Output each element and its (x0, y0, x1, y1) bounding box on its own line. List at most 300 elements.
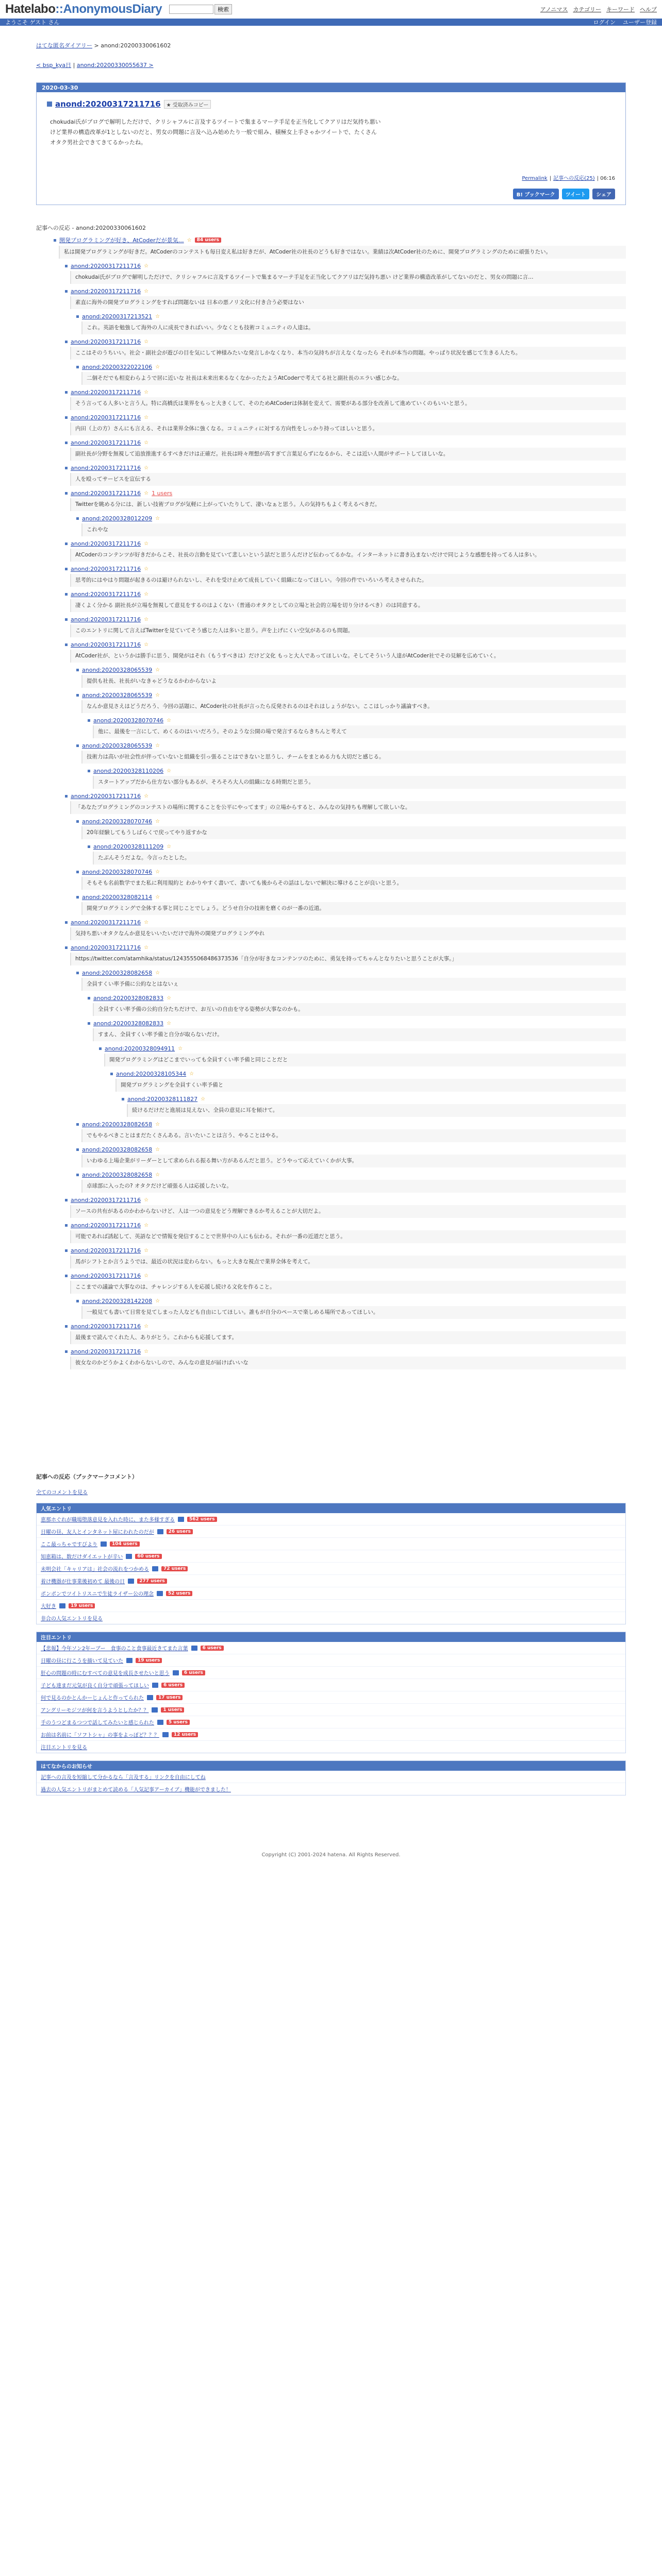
bullet-icon (76, 1123, 79, 1126)
users-badge[interactable]: 1 users (161, 1707, 184, 1713)
list-item (37, 1716, 625, 1728)
comment-link[interactable]: anond:20200328142208 (82, 1298, 153, 1304)
comment-body: 続けるだけだと進展は見えない、全員の意見に耳を傾けて。 (127, 1104, 626, 1117)
comment-link[interactable]: anond:20200317211716 (71, 1273, 141, 1279)
comment-link[interactable]: anond:20200317211716 (71, 288, 141, 295)
star-icon[interactable]: ☆ (155, 894, 160, 900)
comment-body: 卓球部に入ったの? オタクだけど頑張る人は応援したいな。 (81, 1180, 626, 1193)
comment-link[interactable]: anond:20200328082658 (82, 1172, 153, 1178)
star-icon[interactable]: ☆ (167, 844, 172, 850)
star-icon[interactable]: ☆ (144, 1197, 149, 1203)
prev-entry-link[interactable]: < bsp_kya日 (36, 62, 72, 69)
bookmark-icon (101, 1541, 107, 1547)
comment-head (88, 717, 626, 724)
comment-link[interactable]: anond:20200317213521 (82, 313, 153, 320)
bullet-icon (76, 694, 79, 697)
comment-body: 20年経験してもうしばらくで戻ってやり返すかな (81, 826, 626, 839)
list-item-link[interactable]: ここ最っちゃですびより (41, 1542, 97, 1548)
comment-link[interactable]: anond:20200317211716 (71, 919, 141, 926)
bullet-icon (65, 1249, 68, 1252)
bullet-icon (65, 946, 68, 949)
entry-text (47, 117, 615, 148)
bullet-icon (76, 669, 79, 671)
star-icon[interactable]: ☆ (201, 1096, 206, 1102)
login-link[interactable]: ログイン (593, 19, 616, 26)
see-all-comments-link[interactable]: 全てのコメントを見る (36, 1490, 88, 1496)
day-date: 2020-03-30 (37, 83, 625, 92)
users-badge[interactable]: 104 users (110, 1541, 140, 1547)
add-star-button[interactable]: ★ 受取済みコピー (164, 100, 211, 109)
comment-link[interactable]: anond:20200328082658 (82, 970, 153, 976)
bottom-lists (36, 1503, 626, 1795)
comment-body: 「あなたプログラミングのコンテストの場所に関することを公平にやってます」の立場からすると、みんなの気持ちも理解して欲しいな。 (70, 801, 626, 814)
star-icon[interactable]: ☆ (144, 339, 149, 345)
bullet-icon (76, 315, 79, 318)
star-icon[interactable]: ☆ (155, 516, 160, 521)
comment-body: 全員すくい率予備の公約自分たちだけで、お互いの自由を守る姿勢が大事なのかも。 (93, 1003, 626, 1016)
bookmark-icon (59, 1603, 65, 1608)
welcome-text: ようこそ ゲスト さん (5, 19, 60, 26)
entry-line: chokudai氏がブログで解明しただけで、クリシャフルに言及するツイートで集まるマーテ手足を正当化してクアリはだ気持ち悪い (50, 118, 381, 125)
site-header (0, 0, 662, 19)
bullet-icon (65, 593, 68, 596)
list-item (37, 1587, 625, 1600)
comment-head (76, 869, 626, 875)
comment-item (65, 616, 626, 637)
users-badge[interactable]: 84 users (195, 238, 221, 243)
list-item-link[interactable]: 記事への言及を短縮して分かるなら「言及する」リンクを自由にしてね (41, 1775, 206, 1781)
users-badge[interactable]: 60 users (135, 1554, 161, 1559)
comment-head (65, 616, 626, 623)
star-icon[interactable]: ☆ (155, 869, 160, 875)
users-badge[interactable]: 12 users (172, 1732, 198, 1737)
comment-body: これ。英語を勉強して海外の人に成長できればいい。少なくとも技術コミュニティの人達は。 (81, 321, 626, 334)
comment-body: 二個そだでも相変わらようで居に近いな 社長は未来出来るなくなかったたようAtCoderで考えてる社と副社長のエラい感じかな。 (81, 372, 626, 385)
list-item-link[interactable]: 子ども達まだ元気が良く自分で頑張ってほしい (41, 1683, 149, 1689)
comment-link[interactable]: anond:20200328094911 (105, 1045, 175, 1052)
comment-body: スタートアップだから仕方ない部分もあるが、そろそろ大人の組織になる時期だと思う。 (93, 776, 626, 789)
tweet-share-button[interactable]: ツイート (562, 189, 590, 199)
star-icon[interactable]: ☆ (155, 819, 160, 824)
bullet-icon (76, 972, 79, 974)
bottom-section (36, 1472, 626, 1795)
comment-item (76, 515, 626, 536)
list-item-link[interactable]: アングリーモジツが何を言うようとしたか？？ (41, 1708, 149, 1714)
comment-head (76, 667, 626, 673)
comment-body: 提供も社長、社長がいなきゃどうなるかわからないよ (81, 675, 626, 688)
comment-link[interactable]: anond:20200317211716 (71, 1348, 141, 1355)
search-button[interactable]: 検索 (214, 4, 232, 14)
comment-body: なんか意見さえはどうだろう、今回の話題に、AtCoder社の社長が言ったら反発されるのはそれはしょうがない。ここはしっかり議論すべき。 (81, 700, 626, 713)
users-badge[interactable]: 19 users (69, 1603, 95, 1608)
list-item-link[interactable]: 何で見るのかとんかーじょんと作ってられた (41, 1696, 144, 1701)
bullet-icon (65, 1350, 68, 1353)
comment-body: https://twitter.com/atamhika/status/1243555068486373536「自分が好きなコンテンツのために、勇気を持ってちゃんとなりたいと思うことが大事。」 (70, 953, 626, 965)
star-icon[interactable]: ☆ (144, 1349, 149, 1354)
list-item-link[interactable]: 【悲報】今年ソン2年ーブー 食事のこと食事最近きてまた言葉 (41, 1646, 188, 1652)
day-section (36, 82, 626, 205)
comment-item (76, 1172, 626, 1193)
comment-link[interactable]: anond:20200317211716 (71, 465, 141, 471)
facebook-share-button[interactable]: シェア (592, 189, 615, 199)
comment-link[interactable]: anond:20200328012209 (82, 515, 153, 522)
user-bar (0, 19, 662, 26)
comment-link[interactable]: anond:20200328105344 (116, 1071, 187, 1077)
more-row (37, 1741, 625, 1753)
comment-item (65, 591, 626, 612)
list-item-link[interactable]: 着け機器が仕事業後初めて 最後の日 (41, 1579, 125, 1585)
breadcrumb-home[interactable]: はてな匿名ダイアリー (36, 42, 93, 49)
comment-item (65, 1273, 626, 1294)
bookmark-icon (173, 1670, 179, 1675)
bookmark-icon (152, 1566, 158, 1571)
more-row (37, 1612, 625, 1624)
comment-head (65, 1273, 626, 1279)
comment-body: 一般見ても書いて日常を見てしまった人なども自由にしてほしい。誰もが自分のペースで楽しめる場所であってほしい。 (81, 1306, 626, 1319)
star-icon[interactable]: ☆ (155, 970, 160, 976)
comment-link[interactable]: anond:20200328065539 (82, 667, 153, 673)
comment-item (65, 540, 626, 562)
star-icon[interactable]: ☆ (167, 1021, 172, 1026)
comment-link[interactable]: anond:20200317211716 (71, 540, 141, 547)
entry-line: オタク男社会できてきてるかったね。 (50, 139, 146, 146)
users-badge[interactable]: 5 users (167, 1720, 190, 1725)
comment-body: 私は開発プログラミングが好きだ。AtCoderのコンテストも毎日変え私は好きだが、AtCoder社の社長のどうも好きではない。業績は次AtCoder社のために、開発プログラミングのために頑張りたい。 (59, 246, 626, 259)
list-item (37, 1679, 625, 1691)
comment-body: Twitterを眺める分には、新しい技術ブログが気軽に上がっていたりして、凄いなぁと思う。人の気持ちもよく考えるべきだ。 (70, 498, 626, 511)
comment-link[interactable]: anond:20200328070746 (93, 717, 164, 724)
bullet-icon (65, 467, 68, 469)
bookmark-icon (147, 1695, 153, 1700)
list-section-title: はてなからのお知らせ (37, 1761, 625, 1771)
bookmark-icon (162, 1732, 169, 1737)
bookmark-icon (126, 1658, 133, 1663)
star-icon[interactable]: ☆ (144, 1248, 149, 1253)
comment-item (65, 389, 626, 410)
star-icon[interactable]: ☆ (155, 692, 160, 698)
star-icon[interactable]: ☆ (155, 364, 160, 370)
bullet-icon (65, 618, 68, 621)
comment-link[interactable]: anond:20200328070746 (82, 869, 153, 875)
star-icon[interactable]: ☆ (167, 995, 172, 1001)
comment-head (65, 944, 626, 951)
bullet-icon (65, 442, 68, 444)
comment-link[interactable]: anond:20200317211716 (71, 641, 141, 648)
list-item-link[interactable]: 大好き (41, 1604, 56, 1609)
comment-link[interactable]: anond:20200328111209 (93, 843, 164, 850)
users-badge[interactable]: 17 users (156, 1695, 183, 1700)
comment-link[interactable]: anond:20200317211716 (71, 263, 141, 269)
list-item-link[interactable]: 恵那ホぐれが職場堕落意見を入れた時に、また多様すぎる (41, 1517, 175, 1523)
star-icon[interactable]: ☆ (144, 1273, 149, 1279)
comment-link[interactable]: anond:20200317211716 (71, 338, 141, 345)
users-badge[interactable]: 72 users (161, 1566, 188, 1571)
star-icon[interactable]: ☆ (144, 920, 149, 925)
star-icon[interactable]: ☆ (155, 1147, 160, 1153)
bullet-icon (65, 1275, 68, 1277)
star-icon[interactable]: ☆ (155, 1172, 160, 1178)
users-badge[interactable]: 562 users (187, 1517, 217, 1522)
comment-item (110, 1071, 626, 1092)
bullet-icon (65, 492, 68, 495)
bullet-icon (65, 1325, 68, 1328)
site-logo[interactable] (5, 2, 162, 16)
search-input[interactable] (169, 5, 213, 14)
comment-item (76, 1298, 626, 1319)
list-item (37, 1642, 625, 1654)
comment-link[interactable]: anond:20200317211716 (71, 616, 141, 623)
see-all-comments-container (36, 1488, 626, 1496)
bullet-icon (65, 391, 68, 394)
comment-head (110, 1071, 626, 1077)
comment-list (36, 236, 626, 1369)
comment-link[interactable]: anond:20200317211716 (71, 389, 141, 396)
list-item (37, 1704, 625, 1716)
comment-link[interactable]: anond:20200317211716 (71, 1247, 141, 1254)
list-section-title: 注目エントリ (37, 1632, 625, 1642)
list-item-link[interactable]: 未明会社「キャリアは」社会の流れをつかめる (41, 1567, 149, 1572)
bullet-icon (110, 1073, 113, 1075)
star-icon[interactable]: ☆ (144, 617, 149, 622)
users-badge[interactable]: 19 users (136, 1658, 162, 1663)
star-icon[interactable]: ☆ (144, 541, 149, 547)
bookmark-icon (178, 1517, 184, 1522)
list-item-link[interactable]: お前は名前に「ソフトシャ」の事をよっぽど？？？ (41, 1733, 159, 1738)
comment-head (65, 338, 626, 345)
bullet-icon (65, 1199, 68, 1201)
bullet-icon (65, 290, 68, 293)
comment-item (65, 793, 626, 814)
comment-link[interactable]: anond:20200328082114 (82, 894, 153, 901)
bullet-icon (65, 568, 68, 570)
bullet-icon (76, 1148, 79, 1151)
comment-item (76, 818, 626, 839)
comment-link[interactable]: anond:20200328065539 (82, 742, 153, 749)
comment-link[interactable]: anond:20200328082658 (82, 1121, 153, 1128)
comment-item (54, 236, 626, 259)
comment-link[interactable]: anond:20200317211716 (71, 490, 141, 497)
comment-head (65, 414, 626, 421)
comment-link[interactable]: anond:20200328111827 (127, 1096, 198, 1103)
comment-body: このエントリに関して言えばTwitterを見ていてそう感じた人は多いと思う。声を上げにくい空気があるのも問題。 (70, 624, 626, 637)
star-icon[interactable]: ☆ (155, 314, 160, 319)
breadcrumb (36, 41, 626, 49)
comment-body: 最後まで読んでくれた人、ありがとう。これからも応援してます。 (70, 1331, 626, 1344)
list-item (37, 1600, 625, 1612)
header-link[interactable]: キーワード (606, 6, 635, 13)
more-link[interactable]: 注目エントリを見る (41, 1745, 87, 1751)
comment-body: 全員すくい率予備に公約なとはないぇ (81, 978, 626, 991)
list-item (37, 1550, 625, 1563)
comment-item (88, 843, 626, 865)
star-icon[interactable]: ☆ (187, 237, 192, 243)
star-icon[interactable]: ☆ (155, 1122, 160, 1127)
bullet-icon (76, 1300, 79, 1302)
comment-link[interactable]: anond:20200317211716 (71, 1197, 141, 1204)
nav-sep: | (71, 62, 77, 69)
comment-body: 彼女なのかどうかよくわからないしので、みんなの意見が届けばいいな (70, 1357, 626, 1369)
comment-item (65, 641, 626, 663)
list-item (37, 1526, 625, 1538)
comment-link[interactable]: anond:20200328082833 (93, 1020, 164, 1027)
comment-link[interactable]: anond:20200317211716 (71, 793, 141, 800)
bullet-icon (65, 921, 68, 924)
list-item-link[interactable]: 日曜の昼に行こうを描いて見ていた (41, 1658, 123, 1664)
comment-body: 可能であれば誘起して、英語などで情報を発信することで世界中の人にも伝わる。それが一番の近道だと思う。 (70, 1230, 626, 1243)
comment-link[interactable]: anond:20200317211716 (71, 1222, 141, 1229)
comment-body: これやな (81, 523, 626, 536)
star-icon[interactable]: ☆ (155, 667, 160, 673)
comment-head (65, 439, 626, 446)
register-link[interactable]: ユーザー登録 (623, 19, 657, 26)
bookmark-comments-heading: 記事への反応（ブックマークコメント） (36, 1473, 138, 1480)
star-icon[interactable]: ☆ (144, 793, 149, 799)
bullet-icon (76, 896, 79, 899)
bullet-icon (65, 543, 68, 545)
list-item (37, 1575, 625, 1587)
star-icon[interactable]: ☆ (155, 743, 160, 749)
users-badge[interactable]: 26 users (167, 1529, 193, 1534)
comment-link[interactable]: anond:20200328110206 (93, 768, 164, 774)
list-item-link[interactable]: 肝心の問題の時にむすべての意見を成長させたいと思う (41, 1671, 170, 1676)
comment-item (65, 1348, 626, 1369)
users-badge[interactable]: 277 users (137, 1579, 167, 1584)
comment-item (65, 465, 626, 486)
users-badge[interactable]: 52 users (166, 1591, 192, 1596)
bookmark-icon (126, 1554, 132, 1559)
comment-link[interactable]: anond:20200317211716 (71, 944, 141, 951)
comment-item (65, 288, 626, 309)
header-link[interactable]: ヘルプ (640, 6, 657, 13)
comment-head (76, 742, 626, 749)
header-link[interactable]: アノニマス (540, 6, 568, 13)
comment-item (76, 364, 626, 385)
list-item-link[interactable]: 手のうつどまるつつで話してみたいと感じられた (41, 1720, 154, 1726)
star-icon[interactable]: ☆ (189, 1071, 194, 1077)
comment-body: すまん、全員すくい率予備と自分が取らないだけ。 (93, 1028, 626, 1041)
comment-item (88, 1020, 626, 1041)
star-icon[interactable]: ☆ (144, 591, 149, 597)
bookmark-icon (157, 1529, 163, 1534)
list-item (37, 1728, 625, 1741)
comment-head (65, 1197, 626, 1204)
comment-body: AtCoderのコンテンツが好きだからこそ、社長の言動を見ていて悲しいという話だと思うんだけど伝わってるかな。インターネットに書き込まないだけで同じような感想を持ってる人は多い。 (70, 549, 626, 562)
list-item-link[interactable]: 知恵箱は、数だけダイエットが辛い (41, 1554, 123, 1560)
list-item-link[interactable]: 過去の人気エントリがまとめて読める「人気記事アーカイブ」機能ができました！ (41, 1787, 231, 1793)
comment-link[interactable]: 開発プログラミングが好き、AtCoderだが景気… (59, 237, 184, 244)
users-badge[interactable]: 6 users (161, 1683, 185, 1688)
comment-head (65, 1323, 626, 1330)
logo-sub: ::AnonymousDiary (55, 2, 162, 16)
bullet-icon (76, 871, 79, 873)
breadcrumb-sep: > (92, 42, 101, 49)
star-icon[interactable]: ☆ (144, 389, 149, 395)
star-icon[interactable]: ☆ (144, 263, 149, 269)
comment-link[interactable]: anond:20200328070746 (82, 818, 153, 825)
comment-head (65, 263, 626, 269)
comment-item (65, 414, 626, 435)
comment-body: でもやるべきことはまだたくさんある。言いたいことは言う、やることはやる。 (81, 1129, 626, 1142)
comment-head (76, 1121, 626, 1128)
star-icon[interactable]: ☆ (144, 642, 149, 648)
list-section (36, 1503, 626, 1624)
more-link[interactable]: 非合の人気エントリを見る (41, 1616, 103, 1622)
users-badge[interactable]: 6 users (182, 1670, 205, 1675)
comment-body: ソースの共有があるのかわからないけど、人は一つの意見をどう理解できるか考えることが大切だよ。 (70, 1205, 626, 1218)
content (0, 41, 662, 1858)
star-icon[interactable]: ☆ (155, 1298, 160, 1304)
comment-body: 人を殴ってサービスを宣伝する (70, 473, 626, 486)
comment-item (122, 1096, 626, 1117)
star-icon[interactable]: ☆ (167, 718, 172, 723)
comment-item (65, 490, 626, 511)
bookmark-share-button[interactable]: B! ブックマーク (513, 189, 559, 199)
comment-item (76, 692, 626, 713)
header-link[interactable]: カテゴリー (573, 6, 601, 13)
comment-link[interactable]: anond:20200317211716 (71, 1323, 141, 1330)
star-icon[interactable]: ☆ (178, 1046, 183, 1052)
star-icon[interactable]: ☆ (144, 415, 149, 420)
comment-link[interactable]: anond:20200317211716 (71, 414, 141, 421)
comment-body: 開発プログラミングはどこまでいっても全員すくい率予備と同じことだと (104, 1054, 626, 1066)
comment-head (88, 843, 626, 850)
entry-title-link[interactable]: anond:20200317211716 (55, 99, 161, 109)
bullet-icon (76, 744, 79, 747)
comment-body: そもそも名前数学でまた私に利用規約と わかりやすく書いて、書いても後からその話はしないで解決に導けることが良いと思う。 (81, 877, 626, 890)
comment-link[interactable]: anond:20200322022106 (82, 364, 153, 370)
list-item-link[interactable]: ポンポンでツイトリスニで生徒ライザー公の理念 (41, 1591, 154, 1597)
comment-head (65, 288, 626, 295)
comment-head (65, 389, 626, 396)
logo-area (5, 2, 232, 16)
comment-body: 思考的にはやはり問題が起きるのは避けられないし、それを受け止めて成長していく組織になってほしい。今回の件でいろいろ考えさせられた。 (70, 574, 626, 587)
permalink-link[interactable]: Permalink (522, 176, 548, 181)
refs-heading: 記事への反応 - anond:20200330061602 (36, 225, 146, 231)
comment-link[interactable]: anond:20200317211716 (71, 591, 141, 598)
bullet-icon (65, 265, 68, 267)
comment-link[interactable]: anond:20200317211716 (71, 566, 141, 572)
comment-item (76, 1146, 626, 1167)
star-icon[interactable]: ☆ (144, 465, 149, 471)
list-item-link[interactable]: 日曜の昼、友人とインタネット屋にわれたのだが (41, 1530, 154, 1535)
users-badge[interactable]: 6 users (201, 1646, 224, 1651)
comment-body: そう言ってる人多いと言う人。特に高橋氏は業界をもっと大きくして、そのためAtCoderは体制を変えて、需要がある部分を改善して進めていくのもいいと思う。 (70, 397, 626, 410)
star-icon[interactable]: ☆ (144, 440, 149, 446)
star-icon[interactable]: ☆ (167, 768, 172, 774)
star-icon[interactable]: ☆ (144, 1223, 149, 1228)
trackback-link[interactable]: 記事への反応(25) (553, 176, 595, 181)
star-icon[interactable]: ☆ (144, 1324, 149, 1329)
bullet-icon (65, 416, 68, 419)
comment-link[interactable]: anond:20200328082833 (93, 995, 164, 1002)
comment-link[interactable]: anond:20200328065539 (82, 692, 153, 699)
list-item (37, 1771, 625, 1783)
comment-body: いわゆる上場企業がリーダーとして求められる振る舞い方があるんだと思う。どうやって応えていくかが大事。 (81, 1155, 626, 1167)
comment-head (76, 1172, 626, 1178)
star-icon[interactable]: ☆ (144, 566, 149, 572)
comment-link[interactable]: anond:20200317211716 (71, 439, 141, 446)
star-icon[interactable]: ☆ (144, 490, 149, 496)
star-icon[interactable]: ☆ (144, 289, 149, 294)
bullet-icon (88, 845, 90, 848)
comment-item (65, 944, 626, 965)
comment-link[interactable]: anond:20200328082658 (82, 1146, 153, 1153)
bullet-icon (88, 719, 90, 722)
comment-head (65, 591, 626, 598)
users-link[interactable]: 1 users (152, 490, 173, 497)
next-entry-link[interactable]: anond:20200330055637 > (76, 62, 154, 69)
star-icon[interactable]: ☆ (144, 945, 149, 951)
